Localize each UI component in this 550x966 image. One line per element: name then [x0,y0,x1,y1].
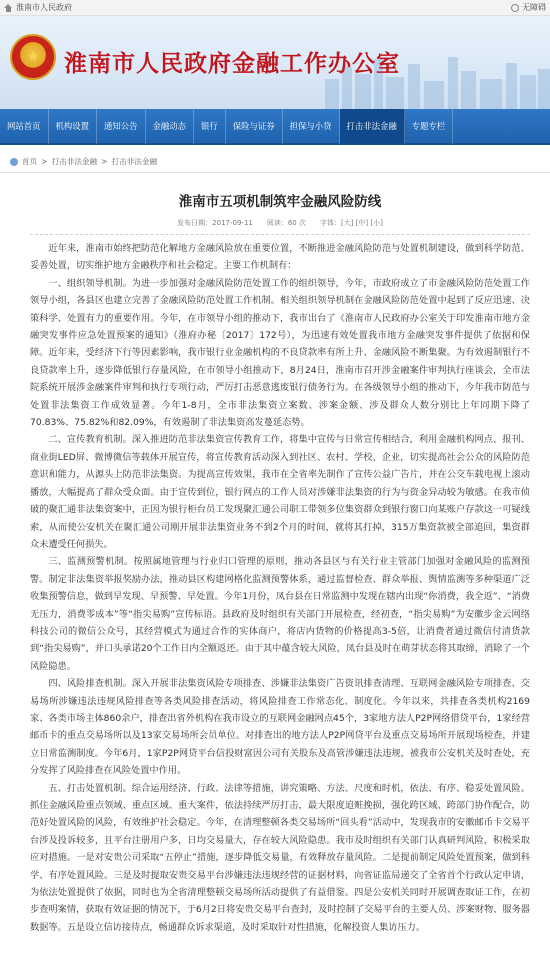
article-paragraph: 近年来，淮南市始终把防范化解地方金融风险放在重要位置，不断推进金融风险防范与处置机制建设，做到科学防范、妥善处置，切实维护地方金融秩序和社会稳定。主要工作机制有： [30,243,530,272]
nav-item-2[interactable]: 通知公告 [97,108,146,144]
national-emblem-icon: ★ [10,34,56,80]
breadcrumb-item-current[interactable]: 打击非法金融 [111,157,158,166]
article-paragraph: 四、风险排查机制。深入开展非法集资风险专项排查、涉嫌非法集资广告资讯排查清理、互联网金融风险专项排查、交易场所涉嫌违法违规风险排查等各类风险排查活动，将风险排查工作常态化、制度化。今年以来，共排查各类机构2169家、各类市场主体860余户，排查出省外机构在我市设立的互联网金融网点45个，3家地方法人P2P网络借贷平台，1家经营邮币卡的重点交易场所以及13家交易场所会员单位。对排查出的地方法人P2P网贷平台及重点交易场所开展现场检查，并建立日常监测制度。今年6月，1家P2P网贷平台信投财富因公司有关股东及高管涉嫌违法违规，被我市公安机关及时查处，充分发挥了风险排查在风险处置中作用。 [30,678,530,777]
top-bar-left [4,2,72,13]
header-banner [0,16,550,109]
article-body [30,240,530,936]
nav-item-6[interactable]: 担保与小贷 [283,108,340,144]
nav-item-4[interactable]: 银行 [194,108,226,144]
article-paragraph: 二、宣传教育机制。深入推进防范非法集资宣传教育工作，将集中宣传与日常宣传相结合，利用金融机构网点、报刊、商业街LED屏、微博微信等载体开展宣传，将宣传教育活动深入到社区、农村、学校、企业，切实提高社会公众的风险防范意识和能力，从源头上防范非法集资。为提高宣传效果，我市在全省率先制作了宣传公益广告片，并在公交车载电视上滚动播放，大幅提高了群众受众面。由于宣传到位，银行网点的工作人员对涉嫌非法集资的行为与资金异动较为敏感。在我市侦破的聚汇通非法集资案中，正因为银行柜台员工发现聚汇通公司职工带领多位集资群众到银行窗口向某账户存款这一可疑线索，从而使公安机关在聚汇通公司刚开展非法集资业务不到2个月的时间，就将其打掉，315万集资款被全部追回，集资群众未遭受任何损失。 [30,434,530,550]
nav-item-8[interactable]: 专题专栏 [405,108,454,144]
nav-item-7[interactable]: 打击非法金融 [340,108,405,144]
nav-item-3[interactable]: 金融动态 [146,108,195,144]
breadcrumb-separator: > [101,157,108,166]
home-icon [4,4,13,12]
article-paragraph: 一、组织领导机制。为进一步加强对金融风险防范处置工作的组织领导，今年，市政府成立了市金融风险防范处置工作领导小组，各县区也建立完善了金融风险防范处置工作机制。相关组织领导机制在金融风险防范处置中起到了反应迅速、决策科学、处置有力的重要作用。今年，在市领导小组的推动下，我市出台了《淮南市人民政府办公室关于印发淮南市地方金融突发事件应急处置预案的通知》（淮府办秘〔2017〕172号），为迅速有效处置我市地方金融突发事件提供了依据和保障。近年来，受经济下行等因素影响，我市银行业金融机构的不良贷款率有所上升、金融风险不断集聚。为有效遏制银行不良贷款率上升，逐步降低银行存量风险，在市领导小组推动下，8月24日，淮南市召开涉金融案件审判执行座谈会，全市法院系统开展涉金融案件审判和执行专项行动，严厉打击恶意逃废银行债务行为。在各级领导小组的推动下，今年我市防范与处置非法集资工作成效显著。今年1-8月，全市非法集资立案数、涉案金额、涉及群众人数分别比上年同期下降了70.83%、75.82%和82.09%，有效遏制了非法集资高发蔓延态势。 [30,277,530,429]
nav-item-0[interactable]: 网站首页 [0,108,49,144]
top-bar [0,0,550,16]
breadcrumb-separator: > [41,157,48,166]
article-paragraph: 五、打击处置机制。综合运用经济、行政、法律等措施，讲究策略、方法、尺度和时机，依法、有序、稳妥处置风险。抓住金融风险重点领域、重点区域、重大案件，依法持续严厉打击，最大限度追赃挽损，强化跨区域、跨部门协作配合，防范好处置风险的风险，有效维护社会稳定。今年，在清理整顿各类交易场所“回头看”活动中，发现我市的安徽邮币卡交易平台涉及投诉较多，且平台注册用户多，日均交易量大，存在较大风险隐患。我市及时组织有关部门认真研判风险，积极采取应对措施。一是对安贵公司采取“五停止”措施，逐步降低交易量，有效释放存量风险。二是提前制定风险处置预案，做到科学、有序处置风险。三是及时提取安贵交易平台涉嫌违法违规经营的证据材料，向省证监局递交了全省首个行政认定申请，为依法处置提供了依据，同时也为全省清理整顿交易场所活动提供了有益借鉴。四是公安机关同时开展调查取证工作，在初步查明案情，获取有效证据的情况下，于6月2日将安贵交易平台查封，及时控制了交易平台的主要人员、涉案财物、服务器数据等。五是设立信访接待点，畅通群众诉求渠道，及时采取针对性措施，化解投资人集访压力。 [30,782,530,933]
main-nav [0,109,550,145]
accessibility-link[interactable]: 无障碍 [522,3,546,12]
breadcrumb-item-home[interactable]: 首页 [22,157,38,166]
article-title: 淮南市五项机制筑牢金融风险防线 [178,194,382,210]
breadcrumb [0,151,550,173]
accessibility-icon [511,4,519,12]
breadcrumb-item-category[interactable]: 打击非法金融 [51,157,98,166]
article [0,190,550,936]
nav-item-5[interactable]: 保险与证券 [226,108,283,144]
top-bar-site-link[interactable]: 淮南市人民政府 [16,3,72,12]
nav-item-1[interactable]: 机构设置 [49,108,98,144]
site-title: 淮南市人民政府金融工作办公室 [64,50,400,77]
top-bar-right [511,2,546,13]
article-paragraph: 三、监测预警机制。按照属地管理与行业归口管理的原则，推动各县区与有关行业主管部门加强对金融风险的监测预警。制定非法集资举报奖励办法，推动县区构建网格化监测预警体系，通过监督检查、群众举报、舆情监测等多种渠道广泛收集预警信息，做到早发现、早预警、早处置。今年1月份，凤台县在日常监测中发现在辖内出现“你消费，我全返”、“消费无压力，消费零成本”等“指尖易购”宣传标语。县政府及时组织有关部门开展检查，经初查，“指尖易购”为安徽步金云网络科技公司的微信公众号，其经营模式为通过合作的实体商户，将店内货物的价格提高3-5倍，让消费者通过微信付清货款到“指尖易购”，并口头承诺20个工作日内全额返还。由于其中蕴含较大风险，凤台县及时在萌芽状态将其取缔，消除了一个风险隐患。 [30,556,530,672]
article-meta: 发布日期：2017-09-11 阅读：60 次 字体：[大] [中] [小] [30,218,530,235]
location-icon [10,158,18,166]
